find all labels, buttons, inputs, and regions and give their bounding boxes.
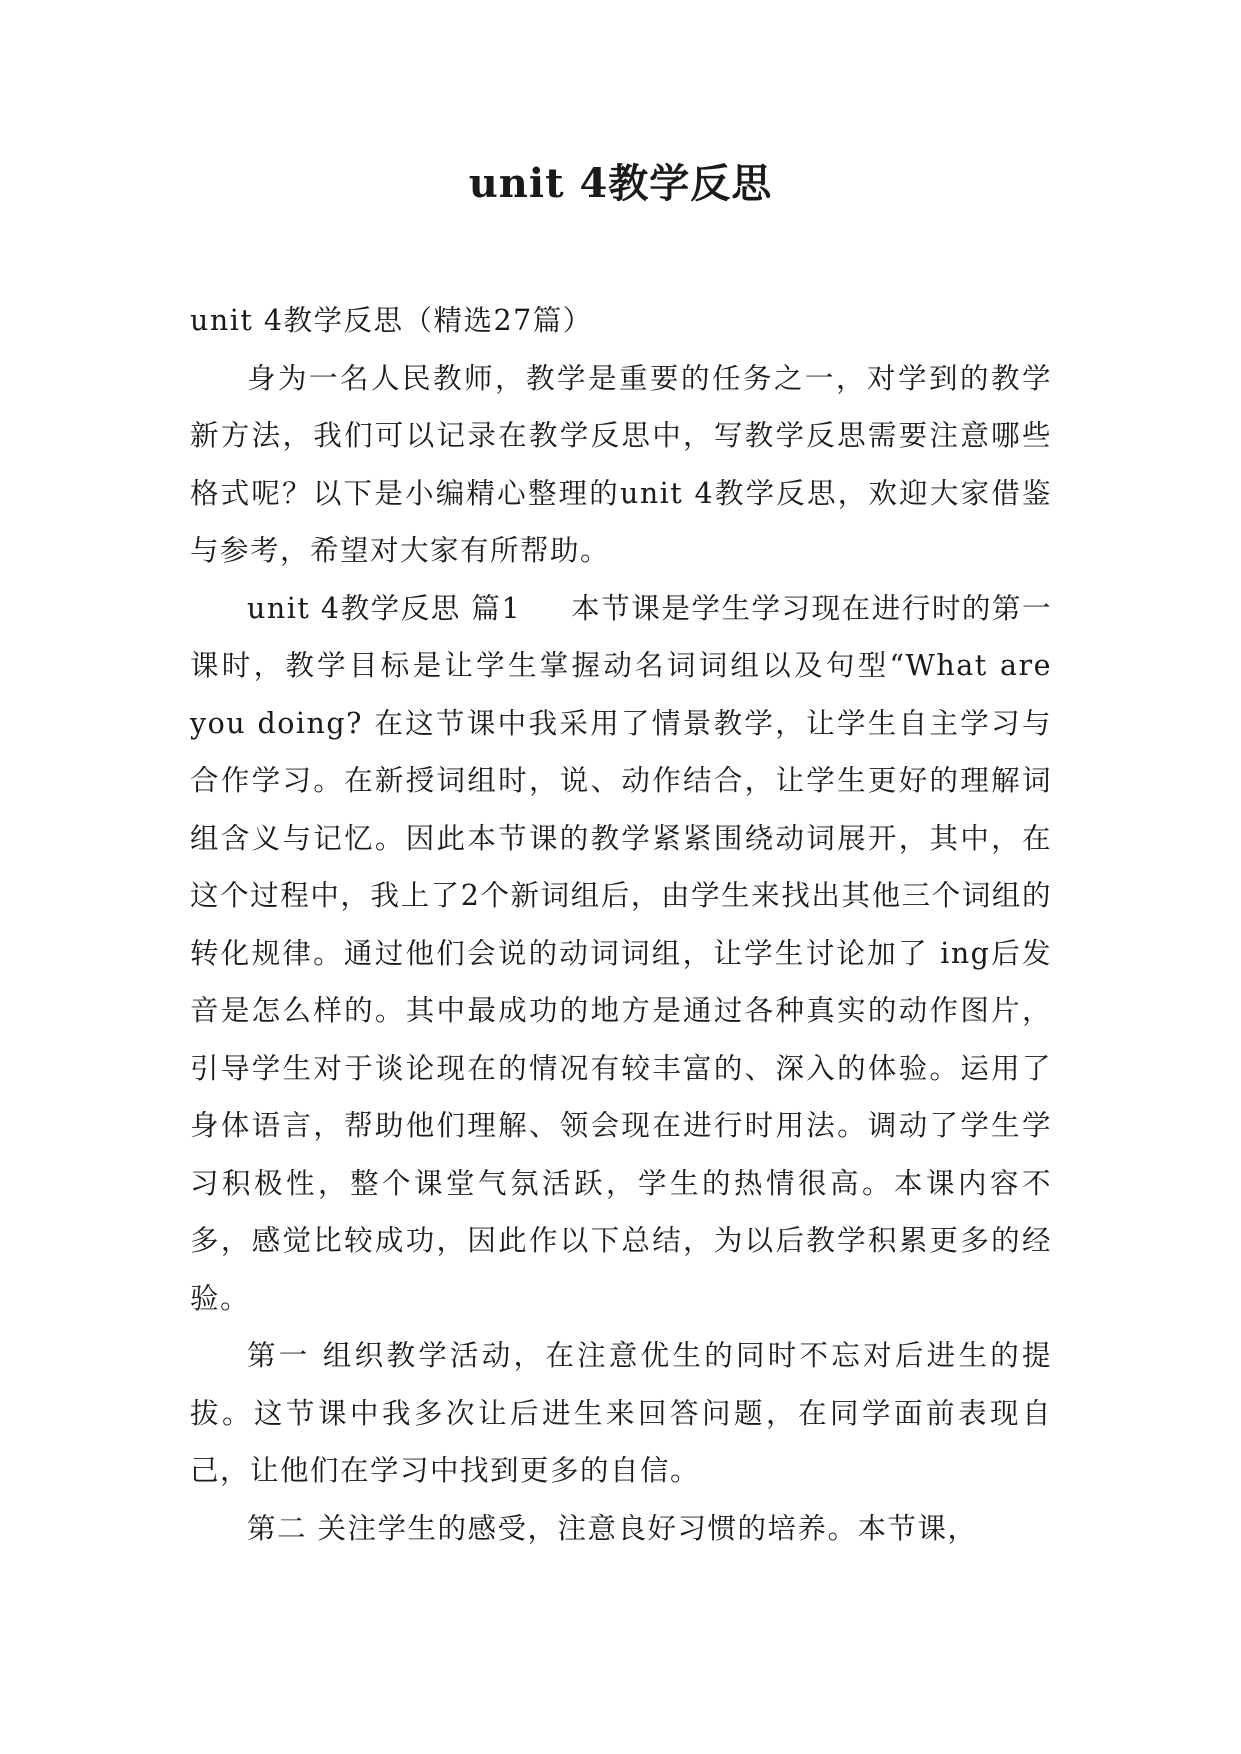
document-title: unit 4教学反思 [468,160,773,207]
point-2-paragraph: 第二 关注学生的感受，注意良好习惯的培养。本节课， [247,1511,978,1545]
section-1-heading: unit 4教学反思 篇1 [247,591,522,625]
document-body [190,292,1052,1557]
point-1-paragraph: 第一 组织教学活动，在注意优生的同时不忘对后进生的提拔。这节课中我多次让后进生来回答问题，在同学面前表现自己，让他们在学习中找到更多的自信。 [190,1339,1052,1487]
section-1-body: 本节课是学生学习现在进行时的第一课时，教学目标是让学生掌握动名词词组以及句型“What are you doing? 在这节课中我采用了情景教学，让学生自主学习与合作学习。在新授词组时，说、动作结合，让学生更好的理解词组含义与记忆。因此本节课的教学紧紧围绕动词展开，其中，在这个过程中，我上了2个新词组后，由学生来找出其他三个词组的转化规律。通过他们会说的动词词组，让学生讨论加了 ing后发音是怎么样的。其中最成功的地方是通过各种真实的动作图片，引导学生对于谈论现在的情况有较丰富的、深入的体验。运用了身体语言，帮助他们理解、领会现在进行时用法。调动了学生学习积极性，整个课堂气氛活跃，学生的热情很高。本课内容不多，感觉比较成功，因此作以下总结，为以后教学积累更多的经验。 [190,591,1052,1315]
section-1-paragraph [190,580,1052,1328]
document-subtitle: unit 4教学反思（精选27篇） [190,304,593,337]
intro-paragraph: 身为一名人民教师，教学是重要的任务之一，对学到的教学新方法，我们可以记录在教学反思中，写教学反思需要注意哪些格式呢？以下是小编精心整理的unit 4教学反思，欢迎大家借鉴与参考，希望对大家有所帮助。 [190,361,1052,567]
